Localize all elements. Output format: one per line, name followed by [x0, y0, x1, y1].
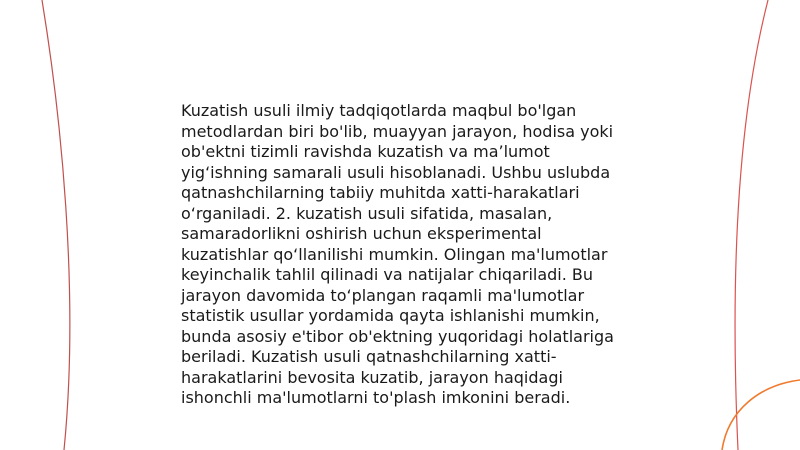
left-arc: [42, 0, 70, 450]
orange-arc: [722, 380, 800, 450]
body-paragraph: Kuzatish usuli ilmiy tadqiqotlarda maqbul bo'lgan metodlardan biri bo'lib, muayyan jarayon, hodisa yoki ob'ektni tizimli ravishda kuzatish va ma’lumot yig‘ishning samarali usuli hisoblanadi. Ushbu uslubda qatnashchilarning tabiiy muhitda xatti-harakatlari o‘rganiladi. 2. kuzatish usuli sifatida, masalan, samaradorlikni oshirish uchun eksperimental kuzatishlar qo‘llanilishi mumkin. Olingan ma'lumotlar keyinchalik tahlil qilinadi va natijalar chiqariladi. Bu jarayon davomida to‘plangan raqamli ma'lumotlar statistik usullar yordamida qayta ishlanishi mumkin, bunda asosiy e'tibor ob'ektning yuqoridagi holatlariga beriladi. Kuzatish usuli qatnashchilarning xatti- harakatlarini bevosita kuzatib, jarayon haqidagi ishonchli ma'lumotlarni to'plash imkonini beradi.: [181, 101, 614, 407]
right-arc: [735, 0, 768, 450]
